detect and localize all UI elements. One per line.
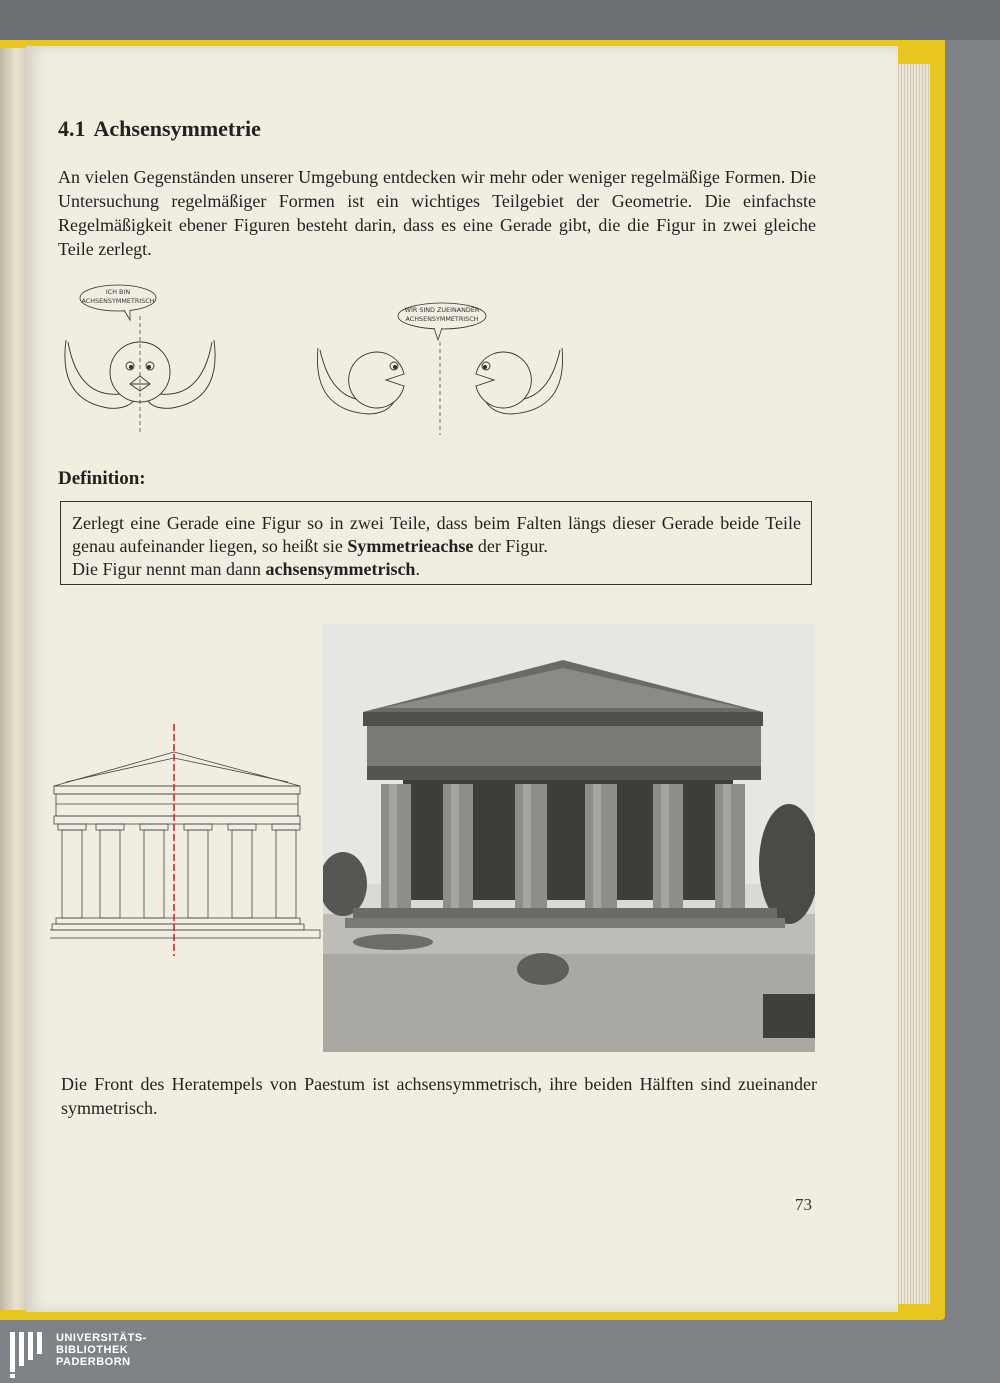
library-logo-icon: [10, 1330, 48, 1378]
library-line-1: UNIVERSITÄTS-: [56, 1332, 147, 1344]
definition-text-3: Die Figur nennt man dann: [72, 559, 261, 579]
speech-bubble-right: [398, 303, 486, 340]
definition-text-1: Zerlegt eine Gerade eine Figur so in zwei Teile, dass beim Falten längs dieser Gerade beide Teile genau aufeinander liegen, so heißt sie: [72, 513, 801, 556]
section-number: 4.1: [58, 116, 86, 141]
page-edges: [896, 64, 930, 1304]
photo-ground: [323, 914, 815, 1052]
bubble-left-line2: ACHSENSYMMETRISCH: [81, 297, 155, 305]
library-line-2: BIBLIOTHEK: [56, 1344, 129, 1356]
bubble-left-line1: ICH BIN: [105, 288, 131, 296]
book-spine: [0, 48, 26, 1310]
temple-line-drawing: [50, 720, 324, 960]
definition-term-achsensymmetrisch: achsensymmetrisch: [265, 559, 416, 579]
temple-columns: [58, 824, 300, 918]
bird-right-figure: [476, 348, 563, 414]
scan-background-top: [0, 0, 1000, 40]
mirror-birds-cartoon: [312, 300, 568, 435]
page-number: 73: [795, 1195, 812, 1214]
temple-photo: [323, 624, 815, 1052]
bubble-right-line2: ACHSENSYMMETRISCH: [405, 315, 479, 323]
speech-bubble-left: [80, 285, 156, 320]
show-through: [600, 125, 604, 141]
symmetric-bird-cartoon: [58, 280, 224, 432]
definition-text-4: .: [415, 559, 420, 579]
scan-footer: [0, 1320, 1000, 1383]
bubble-right-line1: WIR SIND ZUEINANDER: [404, 306, 480, 314]
section-heading: [58, 116, 261, 142]
definition-term-symmetrieachse: Symmetrieachse: [347, 536, 474, 556]
library-name: [56, 1332, 147, 1368]
definition-box: [60, 501, 812, 585]
bird-left-figure: [317, 348, 404, 414]
definition-label: Definition:: [58, 468, 146, 489]
section-title: Achsensymmetrie: [93, 116, 261, 141]
definition-text-2: der Figur.: [477, 536, 548, 556]
library-line-3: PADERBORN: [56, 1356, 131, 1368]
photo-caption: Die Front des Heratempels von Paestum ist achsensymmetrisch, ihre beiden Hälften sind zueinander symmetrisch.: [61, 1074, 817, 1118]
intro-paragraph: An vielen Gegenständen unserer Umgebung entdecken wir mehr oder weniger regelmäßige Formen. Die Untersuchung regelmäßiger Formen ist ein wichtiges Teilgebiet der Geometrie. Die einfachste Regelmäßigkeit ebener Figuren besteht darin, dass es eine Gerade gibt, die die Figur in zwei gleiche Teile zerlegt.: [58, 167, 816, 259]
